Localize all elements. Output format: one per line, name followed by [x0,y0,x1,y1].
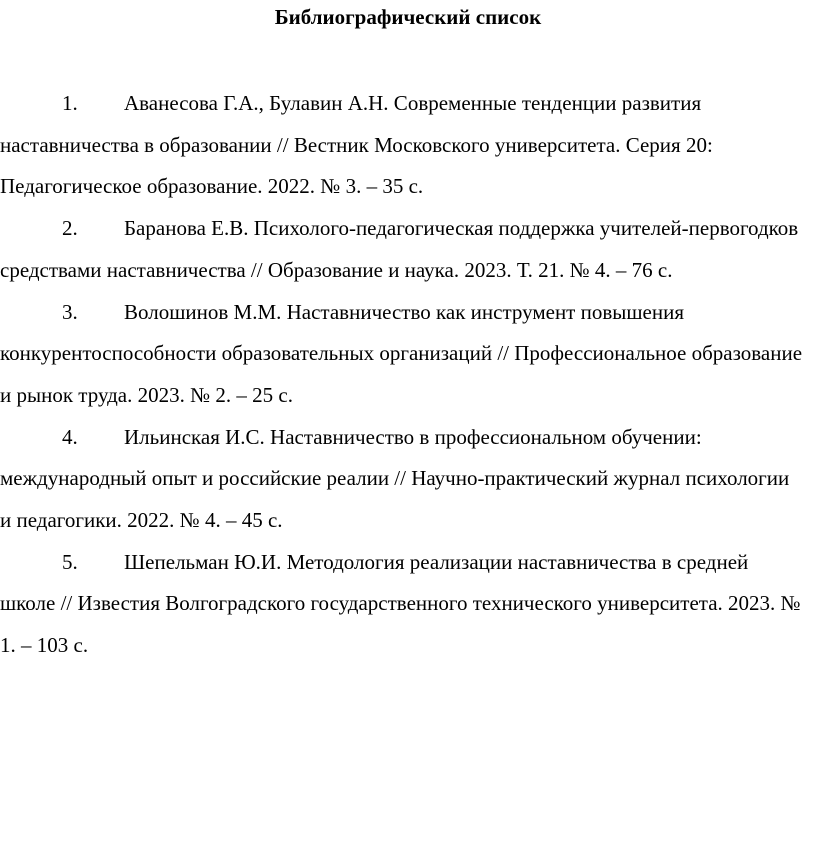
bibliography-entry-2 [0,208,803,291]
bibliography-entry-3 [0,292,803,417]
entry-number: 4. [62,424,78,449]
page-title: Библиографический список [274,5,542,29]
entry-text: Шепельман Ю.И. Методология реализации наставничества в средней школе // Известия Волгоградского государственного технического университета. 2023. № 1. – 103 с. [0,549,801,658]
entry-number: 1. [62,91,78,115]
entry-number: 5. [62,549,78,574]
bibliography-list [0,83,803,667]
entry-text: Ильинская И.С. Наставничество в профессиональном обучении: международный опыт и российские реалии // Научно-практический журнал психологии и педагогики. 2022. № 4. – 45 с. [0,424,790,533]
bibliography-entry-5 [0,542,803,667]
entry-number: 3. [62,299,78,324]
bibliography-entry-4 [0,417,803,542]
bibliography-entry-1 [0,83,803,208]
entry-text: Волошинов М.М. Наставничество как инструмент повышения конкурентоспособности образовательных организаций // Профессиональное образование и рынок труда. 2023. № 2. – 25 с. [0,299,803,407]
entry-number: 2. [62,216,78,241]
entry-text: Аванесова Г.А., Булавин А.Н. Современные тенденции развития наставничества в образовании // Вестник Московского университета. Серия 20: Педагогическое образование. 2022. № 3. – 35 с. [0,91,713,199]
entry-text: Баранова Е.В. Психолого-педагогическая поддержка учителей-первогодков средствами наставничества // Образование и наука. 2023. Т. 21. № 4. – 76 с. [0,216,799,282]
